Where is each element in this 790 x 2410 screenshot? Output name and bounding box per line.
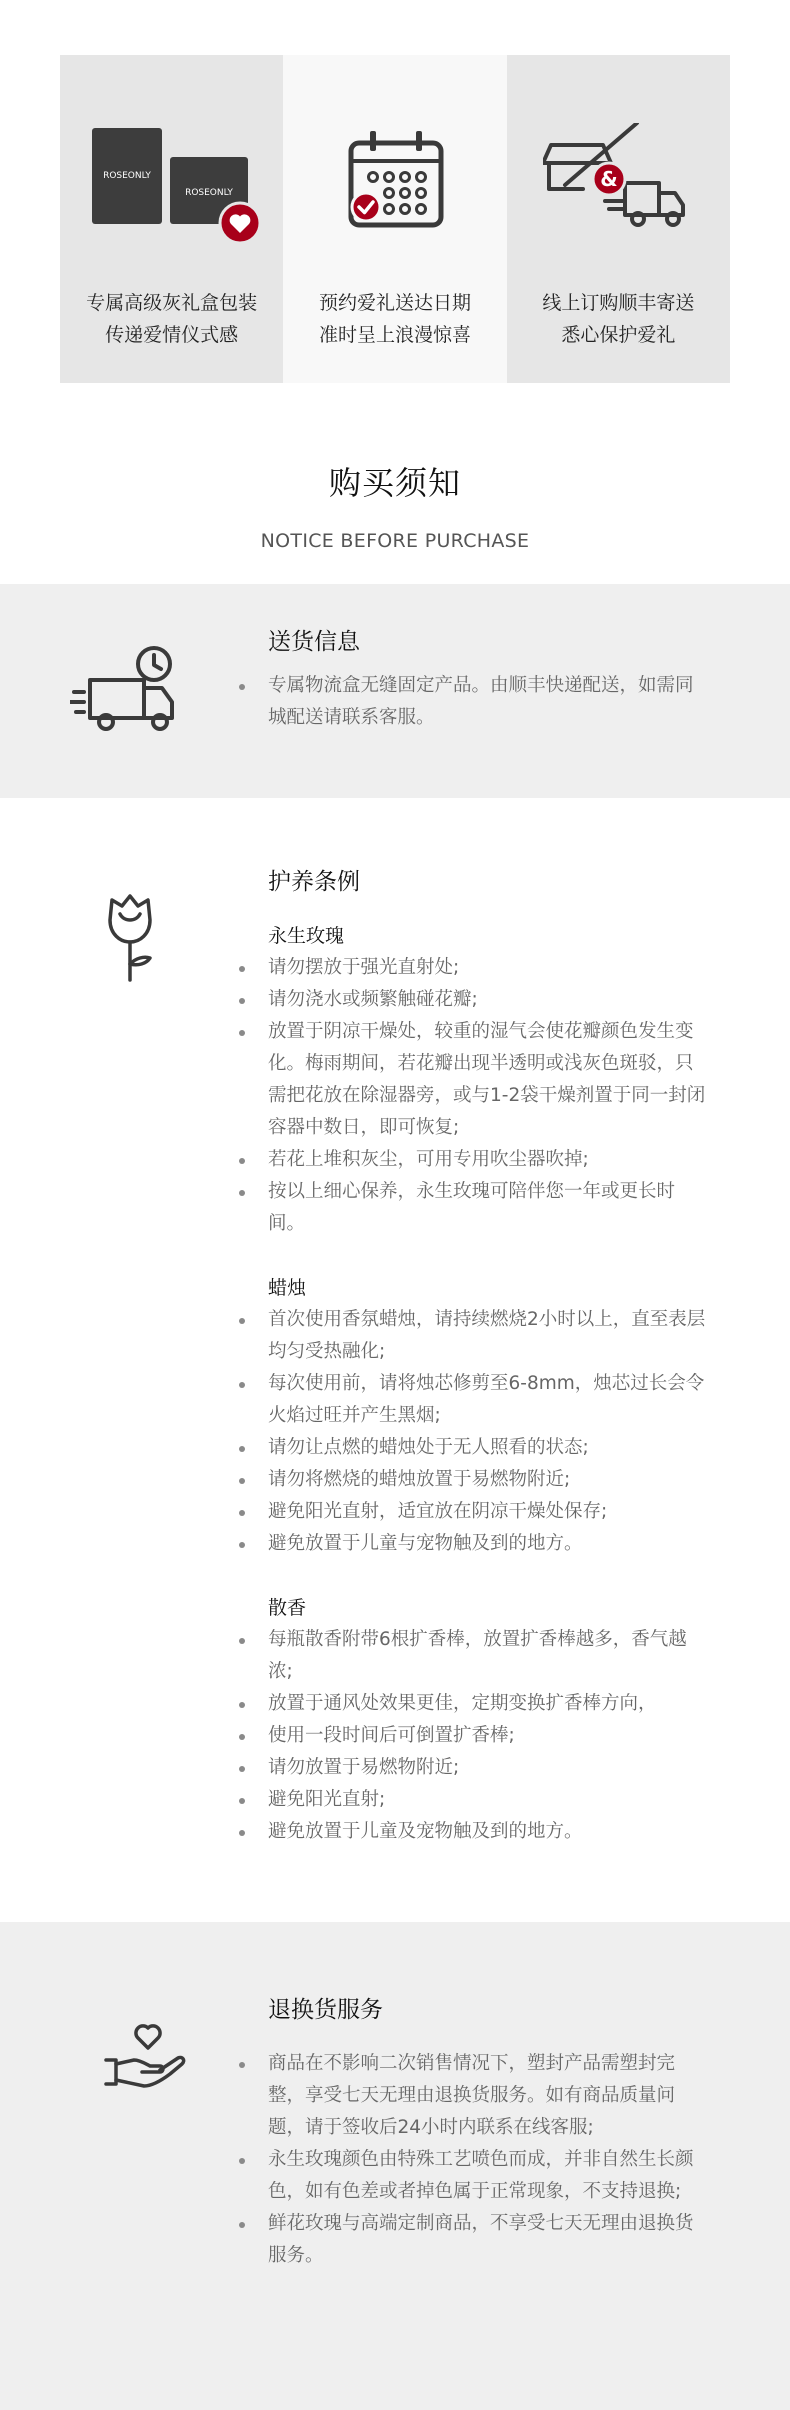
care-section — [0, 798, 790, 1922]
list-item: 每次使用前，请将烛芯修剪至6-8mm，烛芯过长会令火焰过旺并产生黑烟; — [268, 1368, 708, 1432]
care-group-title-rose: 永生玫瑰 — [268, 925, 345, 947]
list-item: 避免放置于儿童及宠物触及到的地方。 — [268, 1816, 708, 1848]
list-item: 使用一段时间后可倒置扩香棒; — [268, 1720, 708, 1752]
list-item: 避免阳光直射，适宜放在阴凉干燥处保存; — [268, 1496, 708, 1528]
care-group-title-diffuser: 散香 — [268, 1597, 307, 1619]
list-item: 鲜花玫瑰与高端定制商品，不享受七天无理由退换货服务。 — [268, 2208, 708, 2272]
list-item: 请勿将燃烧的蜡烛放置于易燃物附近; — [268, 1464, 708, 1496]
feature-text-line2: 悉心保护爱礼 — [561, 324, 676, 346]
rose-icon — [100, 892, 160, 986]
list-item: 请勿放置于易燃物附近; — [268, 1752, 708, 1784]
care-list-rose — [268, 952, 708, 1240]
list-item: 若花上堆积灰尘，可用专用吹尘器吹掉; — [268, 1144, 708, 1176]
list-item: 永生玫瑰颜色由特殊工艺喷色而成，并非自然生长颜色，如有色差或者掉色属于正常现象，不支持退换; — [268, 2144, 708, 2208]
list-item: 请勿摆放于强光直射处; — [268, 952, 708, 984]
gift-box-icon — [60, 123, 283, 243]
feature-shipping — [507, 55, 730, 383]
list-item: 按以上细心保养，永生玫瑰可陪伴您一年或更长时间。 — [268, 1176, 708, 1240]
list-item: 商品在不影响二次销售情况下，塑封产品需塑封完整，享受七天无理由退换货服务。如有商品质量问题，请于签收后24小时内联系在线客服; — [268, 2048, 708, 2144]
hand-heart-icon — [104, 2016, 188, 2096]
list-item: 首次使用香氛蜡烛，请持续燃烧2小时以上，直至表层均匀受热融化; — [268, 1304, 708, 1368]
notice-heading — [0, 458, 790, 552]
delivery-list — [268, 670, 708, 734]
shop-delivery-truck-icon — [507, 123, 730, 243]
returns-list — [268, 2048, 708, 2272]
list-item: 放置于通风处效果更佳，定期变换扩香棒方向， — [268, 1688, 708, 1720]
list-item: 请勿浇水或频繁触碰花瓣; — [268, 984, 708, 1016]
feature-text-line1: 专属高级灰礼盒包装 — [86, 292, 258, 314]
delivery-section — [0, 584, 790, 798]
svg-text:ROSEONLY: ROSEONLY — [102, 171, 151, 181]
feature-strip — [60, 55, 730, 383]
care-group-title-candle: 蜡烛 — [268, 1277, 307, 1299]
returns-section — [0, 1922, 790, 2410]
list-item: 避免放置于儿童与宠物触及到的地方。 — [268, 1528, 708, 1560]
care-title: 护养条例 — [268, 869, 360, 895]
delivery-truck-clock-icon — [70, 642, 188, 746]
notice-title: 购买须知 — [328, 464, 461, 502]
feature-text-line1: 线上订购顺丰寄送 — [542, 292, 695, 314]
svg-text:&: & — [600, 167, 619, 191]
svg-text:ROSEONLY: ROSEONLY — [184, 188, 233, 198]
calendar-icon — [283, 123, 506, 243]
feature-calendar — [283, 55, 506, 383]
care-list-candle — [268, 1304, 708, 1560]
feature-text-line1: 预约爱礼送达日期 — [318, 292, 471, 314]
notice-subtitle: NOTICE BEFORE PURCHASE — [260, 530, 530, 552]
list-item: 每瓶散香附带6根扩香棒，放置扩香棒越多，香气越浓; — [268, 1624, 708, 1688]
list-item: 放置于阴凉干燥处，较重的湿气会使花瓣颜色发生变化。梅雨期间，若花瓣出现半透明或浅灰色斑驳，只需把花放在除湿器旁，或与1-2袋干燥剂置于同一封闭容器中数日，即可恢复; — [268, 1016, 708, 1144]
feature-text-line2: 传递爱情仪式感 — [105, 324, 239, 346]
returns-title: 退换货服务 — [268, 1997, 383, 2023]
care-list-diffuser — [268, 1624, 708, 1848]
feature-gift-box — [60, 55, 283, 383]
list-item: 避免阳光直射; — [268, 1784, 708, 1816]
list-item: 专属物流盒无缝固定产品。由顺丰快递配送，如需同城配送请联系客服。 — [268, 670, 708, 734]
delivery-title: 送货信息 — [268, 629, 360, 655]
feature-text-line2: 准时呈上浪漫惊喜 — [318, 324, 471, 346]
list-item: 请勿让点燃的蜡烛处于无人照看的状态; — [268, 1432, 708, 1464]
